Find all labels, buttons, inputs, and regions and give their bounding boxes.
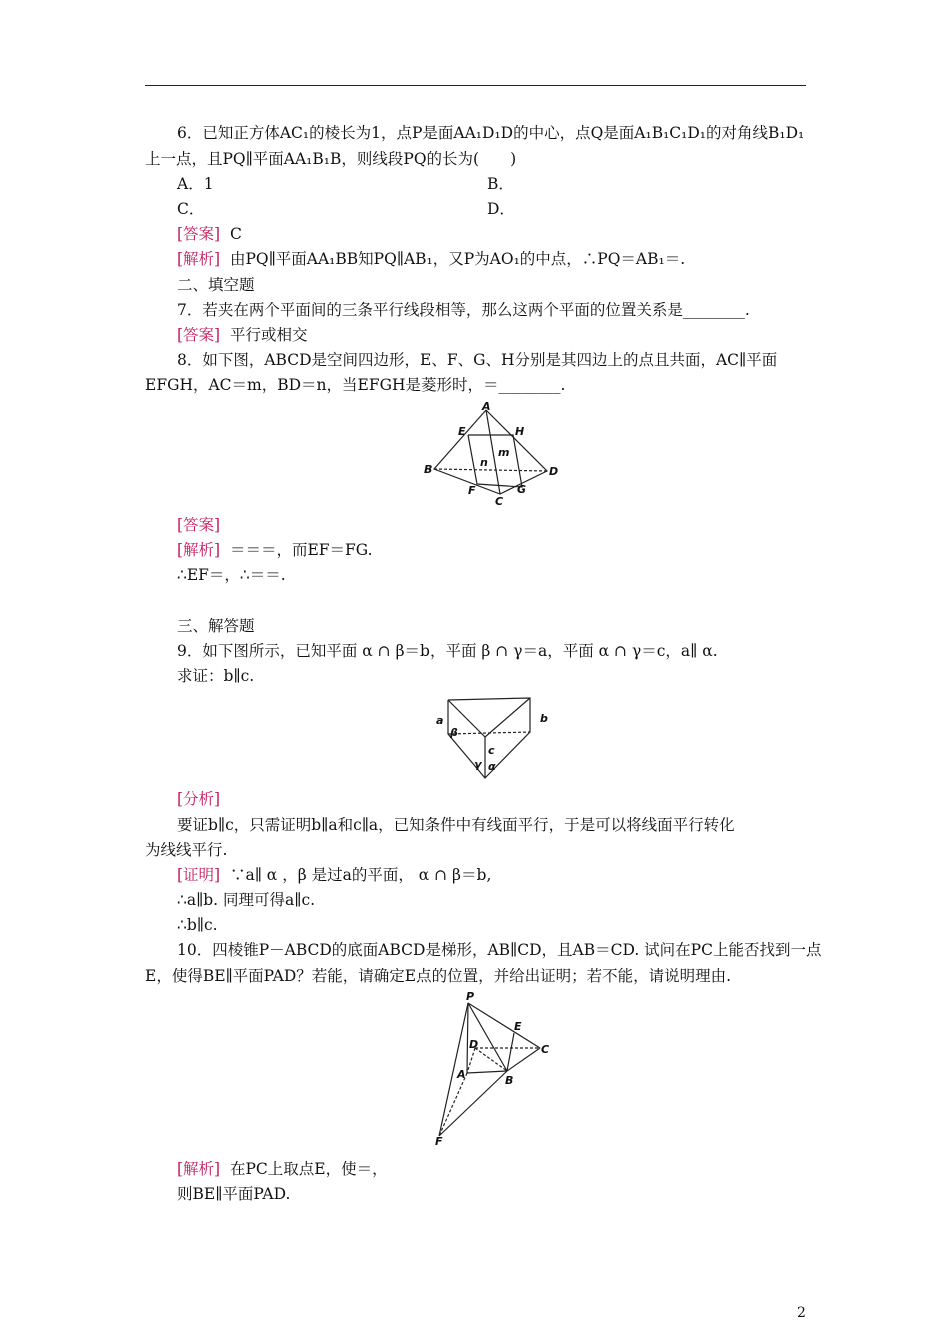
- label-p: P: [466, 990, 475, 1003]
- answer-tag: [答案]: [177, 516, 221, 534]
- q6-option-b: B．: [487, 175, 514, 193]
- q7-answer: 平行或相交: [229, 326, 308, 344]
- fig10-edge-bf: [439, 1071, 507, 1136]
- label-h: H: [515, 425, 525, 438]
- q8-line2: EFGH，AC＝m，BD＝n，当EFGH是菱形时，＝________.: [145, 376, 566, 394]
- q6-option-a: A．1: [177, 175, 214, 193]
- analysis-tag: [分析]: [177, 790, 221, 808]
- label-g: G: [517, 483, 527, 496]
- q9-proof1: ∵a∥ α ，β 是过a的平面， α ∩ β＝b,: [229, 866, 492, 884]
- q9-line2: 求证：b∥c.: [177, 667, 255, 685]
- figure-quadrilateral: [420, 398, 565, 510]
- q6-option-d: D．: [487, 200, 515, 218]
- q10-analysis2: 则BE∥平面PAD.: [177, 1185, 291, 1203]
- q9-proof2: ∴a∥b. 同理可得a∥c.: [177, 891, 316, 909]
- fig10-edge-pb: [468, 1003, 507, 1071]
- label-n: n: [480, 456, 488, 469]
- q6-line2: 上一点，且PQ∥平面AA₁B₁B，则线段PQ的长为( ): [145, 150, 517, 168]
- q8-line1: 8．如下图，ABCD是空间四边形，E、F、G、H分别是其四边上的点且共面，AC∥平面: [177, 351, 778, 369]
- q6-answer-row: [177, 224, 242, 244]
- fig10-edge-be: [507, 1033, 514, 1071]
- label-b: B: [505, 1074, 514, 1087]
- section-solutions: 三、解答题: [177, 617, 255, 635]
- fig10-edge-bc: [507, 1048, 540, 1071]
- q9-proof-row: [177, 865, 491, 885]
- label-d: D: [469, 1038, 479, 1051]
- page-number: 2: [797, 1305, 806, 1321]
- q9-analysis-tag-row: [177, 789, 220, 809]
- q8-answer-row: [177, 515, 220, 535]
- fig10-edge-db: [475, 1048, 507, 1071]
- q9-analysis-line1: 要证b∥c，只需证明b∥a和c∥a，已知条件中有线面平行，于是可以将线面平行转化: [177, 816, 735, 834]
- fig10-edge-ab: [467, 1071, 507, 1073]
- label-b: b: [540, 712, 548, 725]
- analysis-tag: [解析]: [177, 541, 221, 559]
- section-fill-in: 二、填空题: [177, 276, 255, 294]
- q8-analysis-row: [177, 540, 373, 560]
- label-e: E: [458, 425, 466, 438]
- figure-pyramid: [425, 988, 560, 1148]
- q6-analysis-row: [177, 249, 685, 269]
- label-alpha: α: [488, 760, 496, 773]
- q6-line1: 6．已知正方体AC₁的棱长为1，点P是面AA₁D₁D的中心，点Q是面A₁B₁C₁D₁的对角线B₁D₁: [177, 124, 805, 142]
- analysis-tag: [解析]: [177, 250, 221, 268]
- label-beta: β: [450, 726, 458, 739]
- q6-option-c: C．: [177, 200, 205, 218]
- label-b: B: [424, 463, 433, 476]
- answer-tag: [答案]: [177, 225, 221, 243]
- fig8-edge-bd: [434, 469, 547, 471]
- q6-analysis: 由PQ∥平面AA₁BB知PQ∥AB₁，又P为AO₁的中点，∴PQ＝AB₁＝.: [229, 250, 686, 268]
- q9-proof3: ∴b∥c.: [177, 916, 218, 934]
- q6-answer: C: [229, 225, 242, 243]
- label-a: A: [482, 400, 491, 413]
- fig9-ridge-right: [485, 698, 530, 737]
- label-c: C: [541, 1043, 550, 1056]
- analysis-tag: [解析]: [177, 1160, 221, 1178]
- q9-line1: 9．如下图所示，已知平面 α ∩ β＝b，平面 β ∩ γ＝a，平面 α ∩ γ＝c，a∥ α.: [177, 642, 718, 660]
- answer-tag: [答案]: [177, 326, 221, 344]
- q7-answer-row: [177, 325, 307, 345]
- label-d: D: [549, 465, 559, 478]
- q7-question: 7．若夹在两个平面间的三条平行线段相等，那么这两个平面的位置关系是________.: [177, 301, 750, 319]
- label-e: E: [514, 1020, 522, 1033]
- header-rule: [145, 85, 806, 86]
- fig10-edge-ad: [467, 1048, 475, 1073]
- figure-prism: [430, 692, 560, 782]
- fig8-outline: [434, 410, 547, 494]
- label-a: a: [436, 714, 444, 727]
- label-a: A: [457, 1068, 466, 1081]
- label-m: m: [498, 446, 510, 459]
- label-c: c: [488, 744, 495, 757]
- fig10-edge-pc: [468, 1003, 540, 1048]
- label-f: F: [468, 484, 476, 497]
- q9-analysis-line2: 为线线平行.: [145, 841, 228, 859]
- q10-analysis1: 在PC上取点E，使＝，: [229, 1160, 388, 1178]
- fig10-edge-af: [439, 1073, 467, 1136]
- q10-line1: 10．四棱锥P－ABCD的底面ABCD是梯形，AB∥CD，且AB＝CD. 试问在PC上能否找到一点: [177, 941, 822, 959]
- q10-analysis-row: [177, 1159, 388, 1179]
- proof-tag: [证明]: [177, 866, 221, 884]
- fig10-edge-pa: [467, 1003, 468, 1073]
- q8-analysis: ＝＝＝，而EF＝FG.: [229, 541, 373, 559]
- label-c: C: [495, 495, 504, 508]
- q10-line2: E，使得BE∥平面PAD？若能，请确定E点的位置，并给出证明；若不能，请说明理由.: [145, 967, 732, 985]
- label-gamma: γ: [474, 758, 482, 771]
- q8-conclusion: ∴EF＝，∴＝＝.: [177, 566, 286, 584]
- label-f: F: [435, 1135, 443, 1148]
